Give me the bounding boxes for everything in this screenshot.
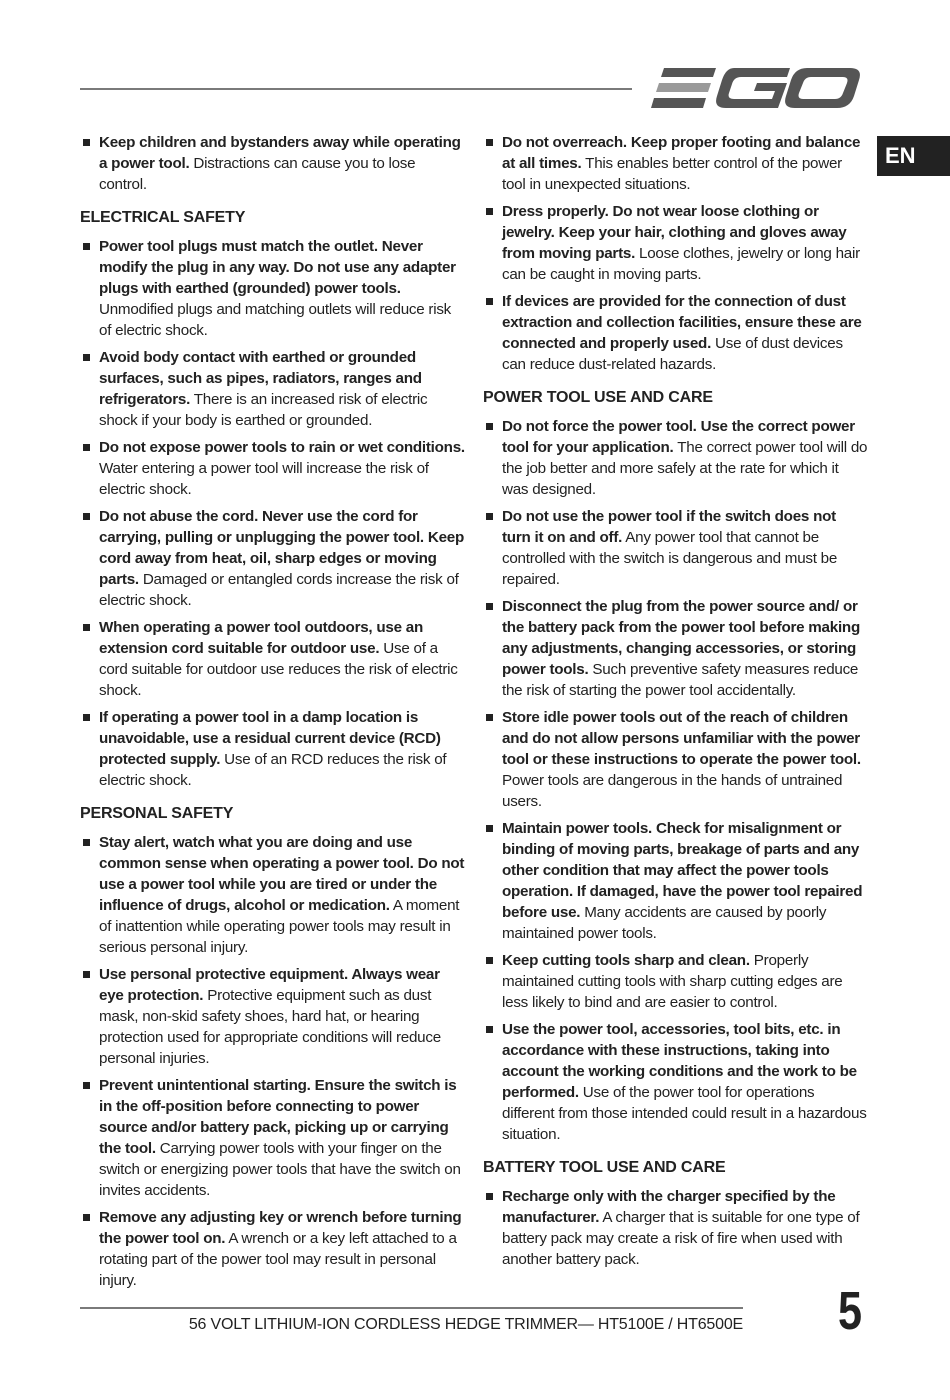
- item-text: Use of a cord suitable for outdoor use reduces the risk of electric shock.: [99, 640, 458, 699]
- bullet-icon: [486, 603, 493, 610]
- item-bold: Use personal protective equipment. Always wear eye protection.: [99, 966, 440, 1004]
- item-bold: Maintain power tools. Check for misalignment or binding of moving parts, breakage of parts and any other condition that may affect the power tools operation. If damaged, have the power tool repaired before use.: [502, 820, 863, 921]
- bullet-icon: [83, 1214, 90, 1221]
- list-item: [80, 132, 465, 195]
- list-item: [483, 416, 868, 500]
- list-item: [483, 132, 868, 195]
- list-item: [80, 236, 465, 341]
- bullet-icon: [486, 1026, 493, 1033]
- bullet-icon: [486, 139, 493, 146]
- item-bold: When operating a power tool outdoors, use an extension cord suitable for outdoor use.: [99, 619, 423, 657]
- bullet-icon: [486, 513, 493, 520]
- intro-list: [483, 132, 868, 375]
- bullet-icon: [83, 1082, 90, 1089]
- item-bold: Recharge only with the charger specified by the manufacturer.: [502, 1188, 836, 1226]
- intro-list: [80, 132, 465, 195]
- list-item: [80, 1207, 465, 1291]
- item-bold: If operating a power tool in a damp location is unavoidable, use a residual current device (RCD) protected supply.: [99, 709, 441, 768]
- item-text: There is an increased risk of electric shock if your body is earthed or grounded.: [99, 391, 428, 429]
- section-heading-power-tool-use: POWER TOOL USE AND CARE: [483, 389, 713, 406]
- bullet-icon: [83, 513, 90, 520]
- list-item: [80, 1075, 465, 1201]
- left-column: [80, 132, 465, 1297]
- list-item: [80, 617, 465, 701]
- item-bold: Do not expose power tools to rain or wet conditions.: [99, 439, 465, 456]
- item-text: Use of an RCD reduces the risk of electric shock.: [99, 751, 447, 789]
- section-heading-personal-safety: PERSONAL SAFETY: [80, 805, 234, 822]
- item-bold: Avoid body contact with earthed or grounded surfaces, such as pipes, radiators, ranges and refrigerators.: [99, 349, 422, 408]
- item-text: Any power tool that cannot be controlled with the switch is dangerous and must be repaired.: [502, 529, 838, 588]
- bullet-icon: [83, 139, 90, 146]
- right-column: [483, 132, 868, 1276]
- list-item: [483, 596, 868, 701]
- list-item: [80, 437, 465, 500]
- item-bold: Keep cutting tools sharp and clean.: [502, 952, 750, 969]
- list-item: [483, 506, 868, 590]
- bullet-icon: [83, 714, 90, 721]
- section-heading-battery-tool-use: BATTERY TOOL USE AND CARE: [483, 1159, 726, 1176]
- bullet-icon: [486, 1193, 493, 1200]
- bullet-icon: [83, 354, 90, 361]
- list-item: [483, 1019, 868, 1145]
- list-item: [483, 1186, 868, 1270]
- battery-tool-use-list: [483, 1186, 868, 1270]
- item-bold: Do not use the power tool if the switch does not turn it on and off.: [502, 508, 836, 546]
- bullet-icon: [83, 839, 90, 846]
- list-item: [80, 832, 465, 958]
- footer-rule: [80, 1307, 743, 1309]
- bullet-icon: [486, 714, 493, 721]
- item-bold: Power tool plugs must match the outlet. Never modify the plug in any way. Do not use any adapter plugs with earthed (grounded) power tools.: [99, 238, 456, 297]
- item-text: Use of the power tool for operations different from those intended could result in a hazardous situation.: [502, 1084, 867, 1143]
- item-text: A moment of inattention while operating power tools may result in serious personal injury.: [99, 897, 460, 956]
- electrical-safety-list: [80, 236, 465, 791]
- ego-logo: [650, 64, 862, 112]
- item-text: Protective equipment such as dust mask, non-skid safety shoes, hard hat, or hearing protection used for appropriate conditions will reduce personal injuries.: [99, 987, 441, 1067]
- language-tab: EN: [877, 136, 950, 176]
- item-bold: Use the power tool, accessories, tool bits, etc. in accordance with these instructions, taking into account the working conditions and the work to be performed.: [502, 1021, 857, 1101]
- item-text: The correct power tool will do the job better and more safely at the rate for which it was designed.: [502, 439, 868, 498]
- bullet-icon: [83, 971, 90, 978]
- item-text: Distractions can cause you to lose control.: [99, 155, 416, 193]
- bullet-icon: [83, 243, 90, 250]
- power-tool-use-list: [483, 416, 868, 1145]
- item-text: Water entering a power tool will increase the risk of electric shock.: [99, 460, 429, 498]
- item-text: This enables better control of the power tool in unexpected situations.: [502, 155, 842, 193]
- item-text: Use of dust devices can reduce dust-related hazards.: [502, 335, 843, 373]
- list-item: [80, 707, 465, 791]
- item-text: Unmodified plugs and matching outlets will reduce risk of electric shock.: [99, 301, 452, 339]
- list-item: [483, 707, 868, 812]
- list-item: [483, 818, 868, 944]
- item-bold: Do not abuse the cord. Never use the cord for carrying, pulling or unplugging the power tool. Keep cord away from heat, oil, sharp edges or moving parts.: [99, 508, 464, 588]
- item-bold: Do not overreach. Keep proper footing and balance at all times.: [502, 134, 861, 172]
- personal-safety-list: [80, 832, 465, 1291]
- item-text: Many accidents are caused by poorly maintained power tools.: [502, 904, 827, 942]
- item-text: Properly maintained cutting tools with sharp cutting edges are less likely to bind and are easier to control.: [502, 952, 843, 1011]
- list-item: [80, 347, 465, 431]
- item-bold: Prevent unintentional starting. Ensure the switch is in the off-position before connecting to power source and/or battery pack, picking up or carrying the tool.: [99, 1077, 457, 1157]
- section-heading-electrical-safety: ELECTRICAL SAFETY: [80, 209, 246, 226]
- list-item: [483, 291, 868, 375]
- item-bold: Keep children and bystanders away while operating a power tool.: [99, 134, 461, 172]
- page-number: 5: [838, 1281, 863, 1341]
- bullet-icon: [83, 444, 90, 451]
- item-bold: Stay alert, watch what you are doing and use common sense when operating a power tool. Do not use a power tool while you are tired or under the influence of drugs, alcohol or medication.: [99, 834, 465, 914]
- header-rule: [80, 88, 632, 90]
- item-bold: If devices are provided for the connection of dust extraction and collection facilities, ensure these are connected and properly used.: [502, 293, 862, 352]
- item-text: Damaged or entangled cords increase the risk of electric shock.: [99, 571, 459, 609]
- bullet-icon: [486, 957, 493, 964]
- item-bold: Do not force the power tool. Use the correct power tool for your application.: [502, 418, 855, 456]
- item-bold: Store idle power tools out of the reach of children and do not allow persons unfamiliar with the power tool or these instructions to operate the power tool.: [502, 709, 861, 768]
- list-item: [80, 506, 465, 611]
- bullet-icon: [486, 423, 493, 430]
- item-text: Power tools are dangerous in the hands of untrained users.: [502, 772, 843, 810]
- item-bold: Disconnect the plug from the power source and/ or the battery pack from the power tool before making any adjustments, changing accessories, or storing power tools.: [502, 598, 860, 678]
- list-item: [483, 201, 868, 285]
- item-text: Such preventive safety measures reduce the risk of starting the power tool accidentally.: [502, 661, 859, 699]
- item-text: Loose clothes, jewelry or long hair can be caught in moving parts.: [502, 245, 860, 283]
- bullet-icon: [486, 825, 493, 832]
- item-text: A wrench or a key left attached to a rotating part of the power tool may result in personal injury.: [99, 1230, 457, 1289]
- bullet-icon: [486, 298, 493, 305]
- list-item: [80, 964, 465, 1069]
- bullet-icon: [83, 624, 90, 631]
- item-bold: Remove any adjusting key or wrench before turning the power tool on.: [99, 1209, 462, 1247]
- footer-title: 56 VOLT LITHIUM-ION CORDLESS HEDGE TRIMMER— HT5100E / HT6500E: [188, 1316, 743, 1333]
- item-text: Carrying power tools with your finger on the switch or energizing power tools that have the switch on invites accidents.: [99, 1140, 461, 1199]
- list-item: [483, 950, 868, 1013]
- item-bold: Dress properly. Do not wear loose clothing or jewelry. Keep your hair, clothing and gloves away from moving parts.: [502, 203, 847, 262]
- bullet-icon: [486, 208, 493, 215]
- item-text: A charger that is suitable for one type of battery pack may create a risk of fire when used with another battery pack.: [502, 1209, 860, 1268]
